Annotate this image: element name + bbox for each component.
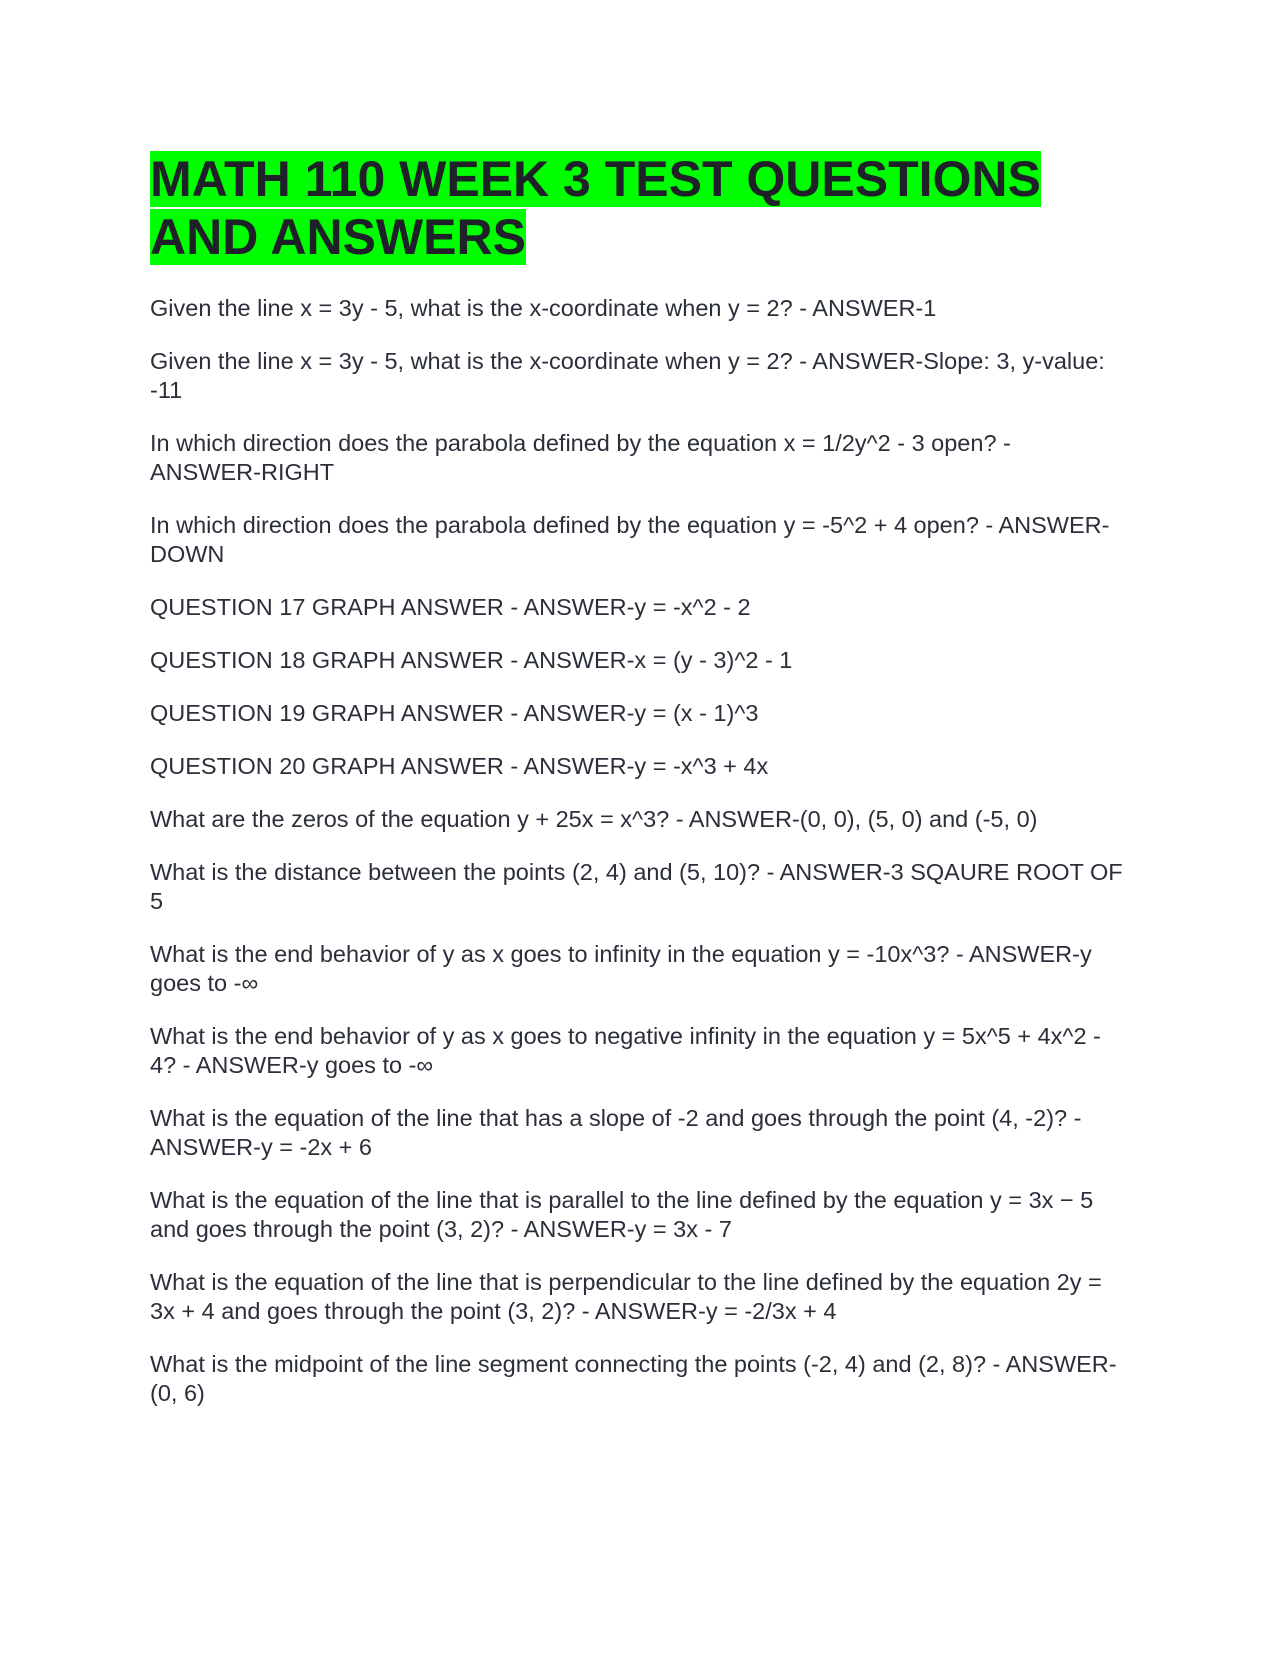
- qa-item-12: What is the end behavior of y as x goes to negative infinity in the equation y = 5x^5 + 4x^2 - 4? - ANSWER-y goes to -∞: [150, 1023, 1101, 1078]
- qa-item-14: What is the equation of the line that is parallel to the line defined by the equation y = 3x − 5 and goes through the point (3, 2)? - ANSWER-y = 3x - 7: [150, 1187, 1094, 1242]
- document-page: [150, 150, 1125, 1432]
- qa-item-2: Given the line x = 3y - 5, what is the x-coordinate when y = 2? - ANSWER-Slope: 3, y-value: -11: [150, 348, 1105, 403]
- qa-item-15: What is the equation of the line that is perpendicular to the line defined by the equation 2y = 3x + 4 and goes through the point (3, 2)? - ANSWER-y = -2/3x + 4: [150, 1269, 1102, 1324]
- qa-item-1: Given the line x = 3y - 5, what is the x-coordinate when y = 2? - ANSWER-1: [150, 295, 937, 321]
- qa-item-3: In which direction does the parabola defined by the equation x = 1/2y^2 - 3 open? - ANSWER-RIGHT: [150, 430, 1011, 485]
- qa-item-16: What is the midpoint of the line segment connecting the points (-2, 4) and (2, 8)? - ANSWER-(0, 6): [150, 1351, 1117, 1406]
- qa-item-13: What is the equation of the line that has a slope of -2 and goes through the point (4, -2)? - ANSWER-y = -2x + 6: [150, 1105, 1082, 1160]
- qa-item-5: QUESTION 17 GRAPH ANSWER - ANSWER-y = -x^2 - 2: [150, 594, 751, 620]
- qa-item-11: What is the end behavior of y as x goes to infinity in the equation y = -10x^3? - ANSWER-y goes to -∞: [150, 941, 1092, 996]
- document-title: [150, 150, 1125, 266]
- qa-item-8: QUESTION 20 GRAPH ANSWER - ANSWER-y = -x^3 + 4x: [150, 753, 769, 779]
- qa-item-10: What is the distance between the points (2, 4) and (5, 10)? - ANSWER-3 SQAURE ROOT OF 5: [150, 859, 1123, 914]
- qa-item-9: What are the zeros of the equation y + 25x = x^3? - ANSWER-(0, 0), (5, 0) and (-5, 0): [150, 806, 1038, 832]
- qa-item-7: QUESTION 19 GRAPH ANSWER - ANSWER-y = (x - 1)^3: [150, 700, 759, 726]
- qa-item-6: QUESTION 18 GRAPH ANSWER - ANSWER-x = (y - 3)^2 - 1: [150, 647, 793, 673]
- document-title-text: MATH 110 WEEK 3 TEST QUESTIONS AND ANSWERS: [150, 151, 1041, 265]
- qa-item-4: In which direction does the parabola defined by the equation y = -5^2 + 4 open? - ANSWER-DOWN: [150, 512, 1110, 567]
